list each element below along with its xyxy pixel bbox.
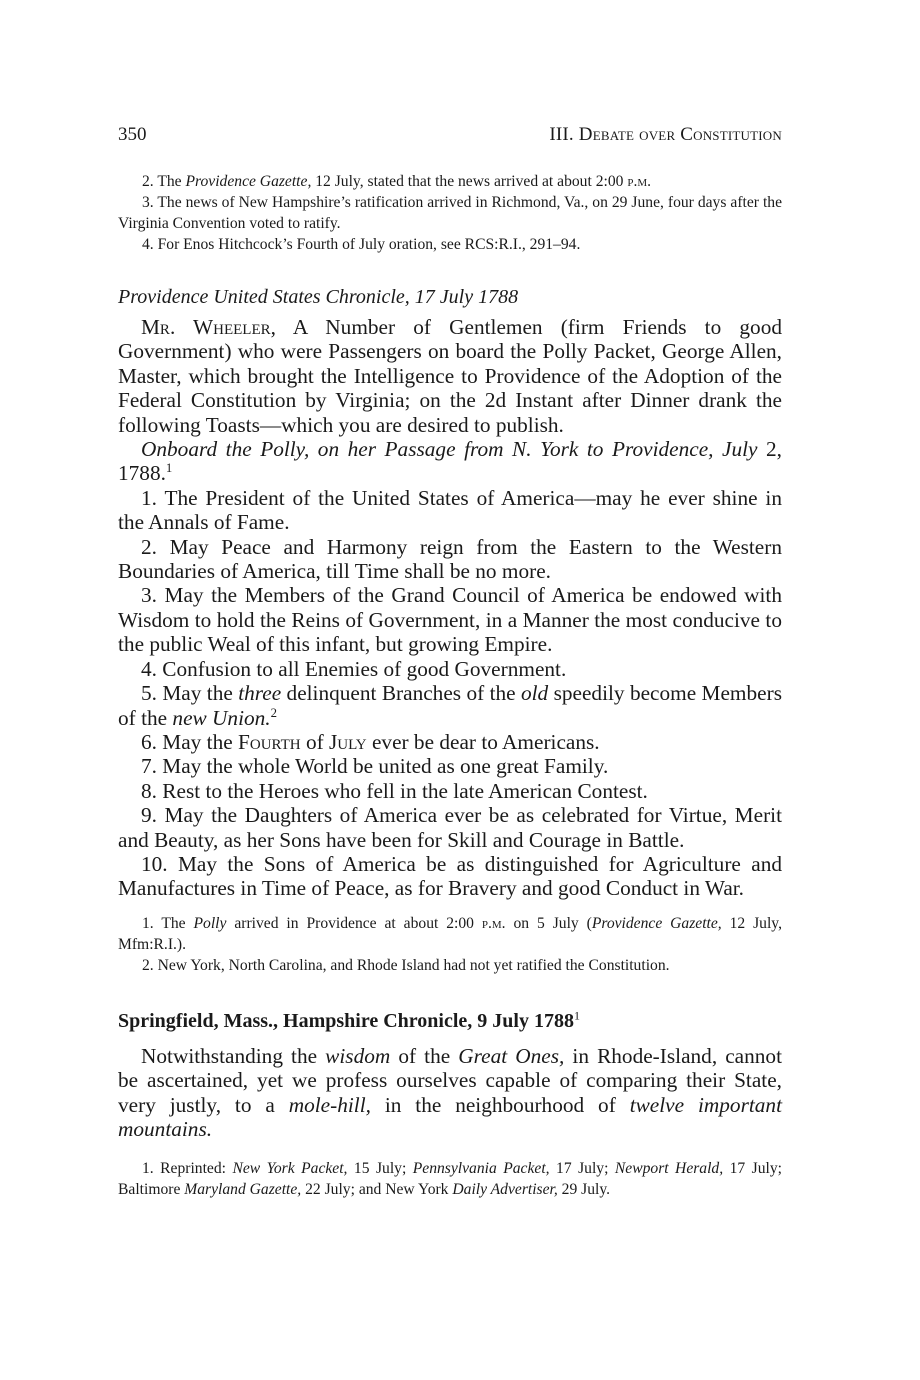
toast-7: 7. May the whole World be united as one great Family. [141,754,609,779]
page-number: 350 [118,124,147,145]
document-title-hampshire: Springfield, Mass., Hampshire Chronicle, 9 July 1788$^1$ [118,1008,580,1032]
footnote-3: 3. The news of New Hampshire’s ratification arrived in Richmond, Va., on 29 June, four days after the Virginia Convention voted to ratify. [118,194,782,232]
document-body-chronicle [118,315,782,901]
toast-8: 8. Rest to the Heroes who fell in the late American Contest. [141,778,648,803]
toast-9: 9. May the Daughters of America ever be as celebrated for Virtue, Merit and Beauty, as her Sons have been for Skill and Courage in Battle. [118,803,782,852]
footnote-2: 2. New York, North Carolina, and Rhode Island had not yet ratified the Constitution. [142,957,670,974]
toast-10: 10. May the Sons of America be as distinguished for Agriculture and Manufactures in Time of Peace, as for Bravery and good Conduct in War. [118,851,782,901]
toast-3: 3. May the Members of the Grand Council of America be endowed with Wisdom to hold the Reins of Government, in a Manner the most conducive to the public Weal of this infant, but growing Empire. [118,583,782,657]
footnotes-chronicle [118,913,782,976]
document-body-hampshire [118,1044,782,1142]
footnote-2: 2. The Providence Gazette, 12 July, stated that the news arrived at about 2:00 p.m. [142,173,652,190]
footnote-1: 1. The Polly arrived in Providence at about 2:00 p.m. on 5 July (Providence Gazette, 12 July, Mfm:R.I.). [118,915,782,953]
toast-2: 2. May Peace and Harmony reign from the Eastern to the Western Boundaries of America, till Time shall be no more. [118,534,782,584]
dateline: Onboard the Polly, on her Passage from N. York to Providence, July 2, 1788.$^1$ [118,437,782,486]
footnotes-hampshire [118,1158,782,1200]
document-title-chronicle: Providence United States Chronicle, 17 July 1788 [118,286,519,308]
intro-paragraph: Mr. Wheeler, A Number of Gentlemen (firm Friends to good Government) who were Passengers on board the Polly Packet, George Allen, Master, which brought the Intelligence to Providence of the Adoption of the Federal Constitution by Virginia; on the 2d Instant after Dinner drank the following Toasts—which you are desired to publish. [118,315,782,437]
hampshire-paragraph: Notwithstanding the wisdom of the Great Ones, in Rhode-Island, cannot be ascertained, yet we profess ourselves capable of comparing their State, very justly, to a mole-hill, in the neighbourhood of twelve important mountains. [118,1044,782,1142]
toast-5: 5. May the three delinquent Branches of the old speedily become Members of the new Union.$^2$ [118,681,782,730]
toast-6: 6. May the Fourth of July ever be dear to Americans. [141,729,600,754]
section-title: III. Debate over Constitution [549,124,782,145]
footnote-1: 1. Reprinted: New York Packet, 15 July; Pennsylvania Packet, 17 July; Newport Herald, 17 July; Baltimore Maryland Gazette, 22 July; and New York Daily Advertiser, 29 July. [118,1160,782,1198]
footnote-4: 4. For Enos Hitchcock’s Fourth of July oration, see RCS:R.I., 291–94. [142,236,581,253]
toast-1: 1. The President of the United States of America—may he ever shine in the Annals of Fame. [118,485,782,535]
running-head [118,124,782,148]
toast-4: 4. Confusion to all Enemies of good Government. [141,656,567,681]
footnotes-top [118,171,782,255]
